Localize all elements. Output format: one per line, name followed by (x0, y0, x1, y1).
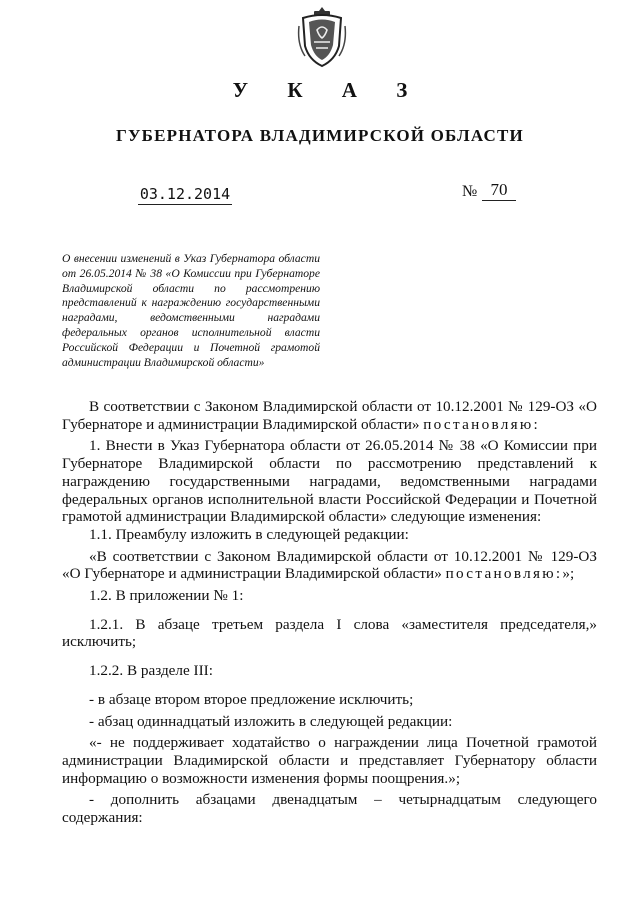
issuer-title: ГУБЕРНАТОРА ВЛАДИМИРСКОЙ ОБЛАСТИ (115, 126, 524, 145)
quoted-preamble-text: «В соответствии с Законом Владимирской области от 10.12.2001 № 129-ОЗ «О Губернаторе и администрации Владимирской области» (62, 547, 597, 583)
number-label: № (462, 183, 478, 200)
coat-of-arms-icon (297, 6, 347, 68)
paragraph-1-1: 1.1. Преамбулу изложить в следующей редакции: (89, 525, 409, 543)
paragraph-1-2-1: 1.2.1. В абзаце третьем раздела I слова «заместителя председателя,» исключить; (62, 615, 597, 651)
list-item-2: - абзац одиннадцатый изложить в следующей редакции: (89, 712, 453, 730)
quoted-preamble-end: »; (562, 565, 575, 583)
quoted-decision-word: постановляю: (445, 565, 563, 583)
decree-date: 03.12.2014 (139, 185, 231, 203)
preamble-paragraph (62, 398, 597, 433)
list-item-2-text: «- не поддерживает ходатайство о награждении лица Почетной грамотой администрации Владимирской области и представляет Губернатору области информацию о возможности изменения формы поощрения.»; (62, 734, 597, 787)
decree-subject: О внесении изменений в Указ Губернатора области от 26.05.2014 № 38 «О Комиссии при Губернаторе Владимирской области по рассмотрению представлений к награждению государственными наградами, ведомственными наградами федеральных органов исполнительной власти Российской Федерации и Почетной грамотой администрации Владимирской области» (62, 252, 320, 369)
paragraph-1-2-2: 1.2.2. В разделе III: (89, 662, 213, 680)
preamble-decision-word: постановляю: (423, 415, 541, 433)
list-item-1: - в абзаце втором второе предложение исключить; (89, 690, 414, 708)
paragraph-1-2: 1.2. В приложении № 1: (89, 587, 244, 605)
paragraph-1: 1. Внести в Указ Губернатора области от 26.05.2014 № 38 «О Комиссии при Губернаторе Владимирской области по рассмотрению представлений к награждению государственными наградами, ведомственными наградами федеральных органов исполнительной власти Российской Федерации и Почетной грамотой администрации Владимирской области» следующие изменения: (62, 437, 597, 526)
document-type-title: У К А З (232, 78, 425, 102)
preamble-text: В соответствии с Законом Владимирской области от 10.12.2001 № 129-ОЗ «О Губернаторе и администрации Владимирской области» (62, 398, 597, 433)
decree-body (62, 398, 597, 827)
list-item-3: - дополнить абзацами двенадцатым – четырнадцатым следующего содержания: (62, 791, 597, 827)
quoted-preamble (62, 548, 597, 583)
decree-number: 70 (482, 180, 516, 201)
